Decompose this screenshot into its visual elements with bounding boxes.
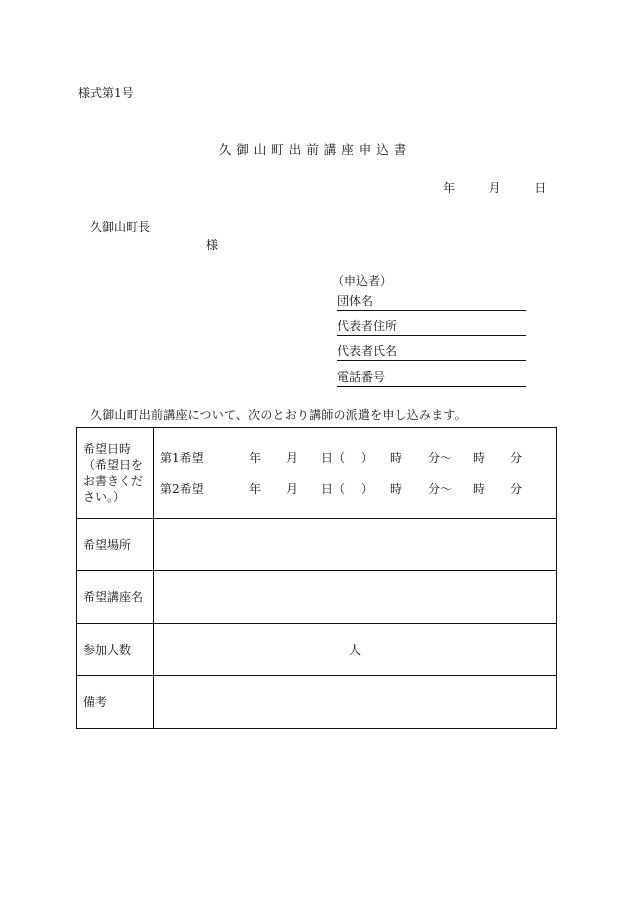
honorific: 様 <box>206 238 219 252</box>
second-preference-row: 第2希望 年 月 日（ ） 時 分～ 時 分 <box>160 482 523 496</box>
date-month: 月 <box>488 181 501 195</box>
participants-unit: 人 <box>348 643 361 657</box>
date-day: 日 <box>534 181 547 195</box>
course-name-label: 希望講座名 <box>77 571 154 624</box>
form-number: 様式第1号 <box>78 86 134 100</box>
course-name-cell[interactable] <box>154 571 557 624</box>
field-phone-number[interactable]: 電話番号 <box>337 368 526 387</box>
date-year: 年 <box>443 181 456 195</box>
preferred-datetime-label: 希望日時 （希望日を お書きくだ さい。） <box>77 428 154 519</box>
date-line <box>443 179 546 196</box>
remarks-cell[interactable] <box>154 676 557 729</box>
participants-cell[interactable] <box>154 624 557 676</box>
field-representative-name[interactable]: 代表者氏名 <box>337 342 526 361</box>
participants-label: 参加人数 <box>77 624 154 676</box>
field-representative-address[interactable]: 代表者住所 <box>337 317 526 336</box>
addressee: 久御山町長 <box>90 220 151 234</box>
document-title: 久御山町出前講座申込書 <box>218 142 412 157</box>
location-label: 希望場所 <box>77 519 154 571</box>
preferred-datetime-cell[interactable] <box>154 428 557 519</box>
applicant-label: （申込者） <box>332 274 393 288</box>
first-preference-row: 第1希望 年 月 日（ ） 時 分～ 時 分 <box>160 451 523 465</box>
intro-text: 久御山町出前講座について、次のとおり講師の派遣を申し込みます。 <box>90 408 467 422</box>
location-cell[interactable] <box>154 519 557 571</box>
remarks-label: 備考 <box>77 676 154 729</box>
application-table <box>76 427 557 729</box>
field-group-name[interactable]: 団体名 <box>337 292 526 311</box>
